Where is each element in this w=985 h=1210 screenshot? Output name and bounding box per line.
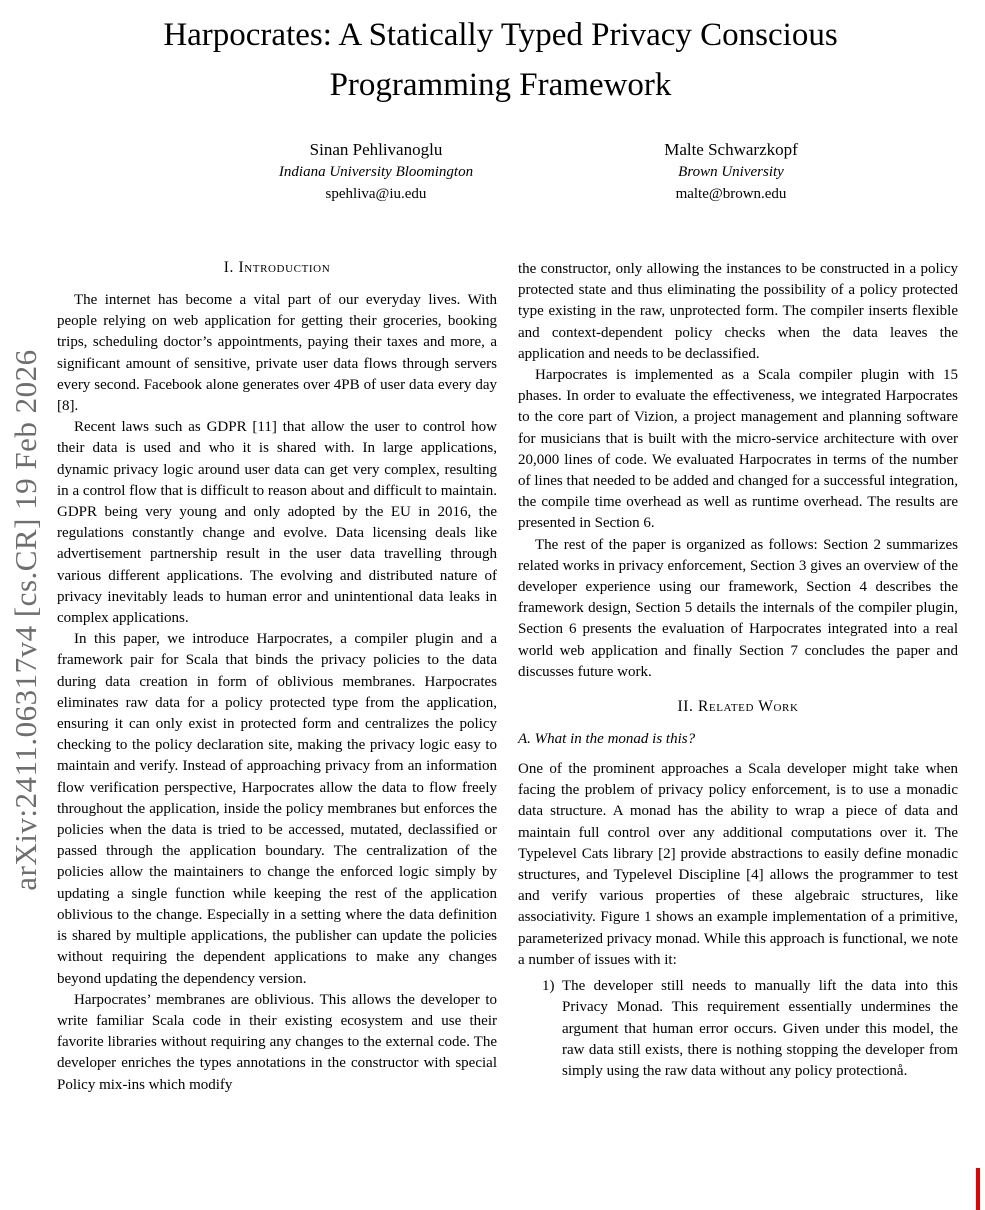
paper-page	[0, 10, 985, 1210]
paragraph-intro-5: the constructor, only allowing the instances to be constructed in a policy protected state and thus eliminating the possibility of a policy protected type existing in the raw, unprotected form. The compiler inserts flexible and context-dependent policy checks when the data leaves the application and needs to be declassified.	[518, 261, 958, 362]
list-item-1-text: The developer still needs to manually lift the data into this Privacy Monad. This requirement essentially undermines the argument that human error occurs. Given under this model, the raw data still exists, there is nothing stopping the developer from simply using the raw data without any policy protectionå.	[562, 978, 958, 1079]
subsection-heading-monad: A. What in the monad is this?	[518, 731, 696, 748]
section-heading-related-work: II. Related Work	[677, 698, 799, 716]
arxiv-watermark: arXiv:2411.06317v4 [cs.CR] 19 Feb 2026	[8, 349, 43, 891]
author-1-email: spehliva@iu.edu	[325, 186, 427, 202]
paper-title: Harpocrates: A Statically Typed Privacy Conscious Programming Framework	[163, 17, 838, 103]
right-column	[518, 259, 958, 1096]
paragraph-intro-4: Harpocrates’ membranes are oblivious. This allows the developer to write familiar Scala code in their existing ecosystem and use their favorite libraries without requiring any changes to the external code. The developer enriches the types annotations in the constructor with special Policy mix-ins which modify	[57, 991, 497, 1093]
paragraph-intro-2: Recent laws such as GDPR [11] that allow the user to control how their data is used and who it is shared with. In large applications, dynamic privacy logic around user data can get very complex, resulting in a control flow that is difficult to reason about and difficult to maintain. GDPR being very young and only adopted by the EU in 2016, the regulations constantly change and evolve. Data licensing deals like advertisement partnership result in the user data travelling through various different applications. The evolving and distributed nature of privacy inevitably leads to human error and unintentional data leaks in complex applications.	[57, 419, 497, 627]
paragraph-intro-6: Harpocrates is implemented as a Scala compiler plugin with 15 phases. In order to evaluate the effectiveness, we integrated Harpocrates to the core part of Vizion, a project management and planning software for musicians that is built with the micro-service architecture with over 20,000 lines of code. We evaluated Harpocrates in terms of the number of lines that needed to be added and changed for a successful integration, the compile time overhead as well as runtime overhead. The results are presented in Section 6.	[518, 367, 958, 532]
author-1-affiliation: Indiana University Bloomington	[278, 164, 474, 180]
author-2-email: malte@brown.edu	[675, 186, 787, 202]
section-heading-introduction: I. Introduction	[223, 259, 331, 276]
paragraph-intro-3: In this paper, we introduce Harpocrates, a compiler plugin and a framework pair for Scala that binds the privacy policies to the data during data creation in form of oblivious membranes. Harpocrates eliminates raw data for a policy protected type from the application, ensuring it can only exist in protected form and centralizes the policy checking to the policy declaration site, making the privacy logic easy to maintain and verify. Instead of approaching privacy from an information flow verification perspective, Harpocrates allow the data to flow freely throughout the application, inside the policy membranes but enforces the policies when the data is tried to be accessed, mutated, declassified or passed through the application boundary. The centralization of the policies allow the maintainers to change the enforced logic simply by updating a single function while keeping the rest of the application oblivious to the change. Especially in a setting where the data definition is shared by multiple applications, the publisher can update the policies without requiring the dependent applications to make any changes beyond updating the dependency version.	[57, 631, 497, 987]
list-item-1-number: 1)	[542, 978, 555, 995]
author-2-name: Malte Schwarzkopf	[664, 140, 798, 159]
paragraph-related-1: One of the prominent approaches a Scala developer might take when facing the problem of privacy policy enforcement, is to use a monadic data structure. A monad has the ability to wrap a piece of data and maintain full control over any additional computations over it. The Typelevel Cats library [2] provide abstractions to easily define monadic structures, and Typelevel Discipline [4] allows the programmer to test and verify various properties of these algebraic structures, like associativity. Figure 1 shows an example implementation of a primitive, parameterized privacy monad. While this approach is functional, we note a number of issues with it:	[518, 761, 958, 968]
overfull-rule-marker	[976, 1168, 980, 1210]
author-2	[664, 138, 798, 205]
two-column-body	[0, 259, 985, 1096]
left-column	[57, 259, 497, 1096]
author-block	[0, 138, 985, 216]
list-item-1	[542, 976, 958, 1082]
numbered-list	[518, 976, 958, 1082]
paragraph-intro-7: The rest of the paper is organized as follows: Section 2 summarizes related works in privacy enforcement, Section 3 gives an overview of the developer experience using our framework, Section 4 describes the framework design, Section 5 details the internals of the compiler plugin, Section 6 presents the evaluation of Harpocrates integrated into a real world web application and finally Section 7 concludes the paper and discusses future work.	[518, 536, 958, 680]
paragraph-intro-1: The internet has become a vital part of our everyday lives. With people relying on web application for getting their groceries, booking trips, scheduling doctor’s appointments, paying their taxes and more, a significant amount of sensitive, private user data flows through servers every second. Facebook alone generates over 4PB of user data every day [8].	[57, 292, 497, 415]
author-1-name: Sinan Pehlivanoglu	[309, 140, 443, 159]
author-2-affiliation: Brown University	[678, 164, 784, 180]
author-1	[279, 138, 473, 205]
